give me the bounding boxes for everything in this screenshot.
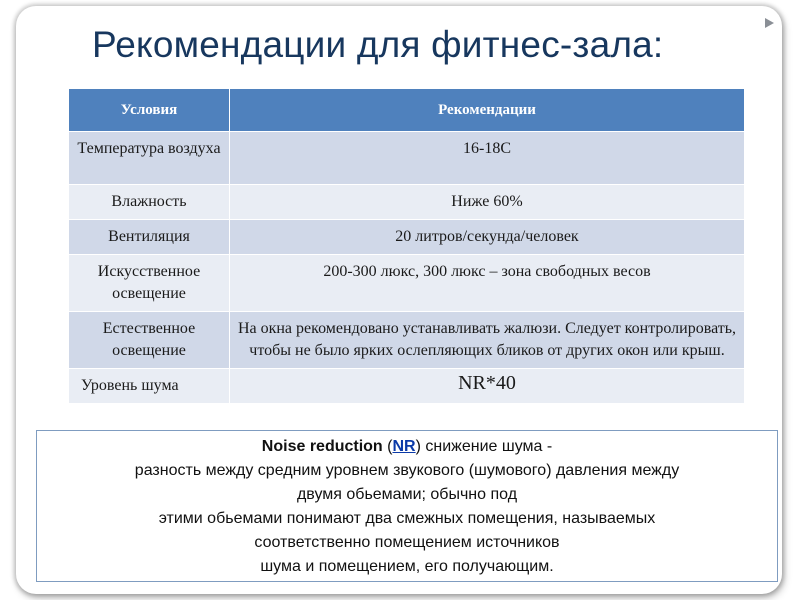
table-row [69, 369, 745, 404]
condition-cell: Искусственное освещение [69, 255, 230, 312]
note-line-5: соответственно помещением источников [254, 534, 560, 551]
recommendation-cell: 200-300 люкс, 300 люкс – зона свободных весов [230, 255, 745, 312]
noise-reduction-note [36, 430, 778, 582]
note-line-6: шума и помещением, его получающим. [260, 558, 554, 575]
recommendation-cell: Ниже 60% [230, 185, 745, 220]
table-header-row [69, 89, 745, 132]
note-line-2: разность между средним уровнем звукового (шумового) давления между [134, 462, 680, 479]
recommendation-cell: 16-18С [230, 132, 745, 185]
note-line-3: двумя обьемами; обычно под [296, 486, 518, 503]
condition-cell: Влажность [69, 185, 230, 220]
condition-cell: Вентиляция [69, 220, 230, 255]
recommendation-cell: 20 литров/секунда/человек [230, 220, 745, 255]
recommendation-cell: NR*40 [230, 369, 745, 404]
note-term: Noise reduction [261, 438, 383, 455]
table-row [69, 185, 745, 220]
header-conditions: Условия [69, 89, 230, 132]
nr-link[interactable]: NR [392, 438, 416, 455]
recommendation-cell: На окна рекомендовано устанавливать жалюзи. Следует контролировать, чтобы не было ярких ослепляющих бликов от других окон или крыш. [230, 312, 745, 369]
bullet-arrow-icon [765, 18, 774, 28]
table-row [69, 255, 745, 312]
condition-cell: Температура воздуха [69, 132, 230, 185]
header-recommendations: Рекомендации [230, 89, 745, 132]
table-row [69, 312, 745, 369]
table-row [69, 132, 745, 185]
note-line-4: этими обьемами понимают два смежных помещения, называемых [158, 510, 656, 527]
condition-cell: Уровень шума [69, 369, 230, 404]
note-paren-open: ( [382, 438, 393, 455]
recommendations-table [68, 88, 745, 404]
table-row [69, 220, 745, 255]
page-title: Рекомендации для фитнес-зала: [92, 24, 664, 65]
note-line-1 [37, 435, 777, 459]
condition-cell: Естественное освещение [69, 312, 230, 369]
note-definition: ) снижение шума - [415, 438, 553, 455]
